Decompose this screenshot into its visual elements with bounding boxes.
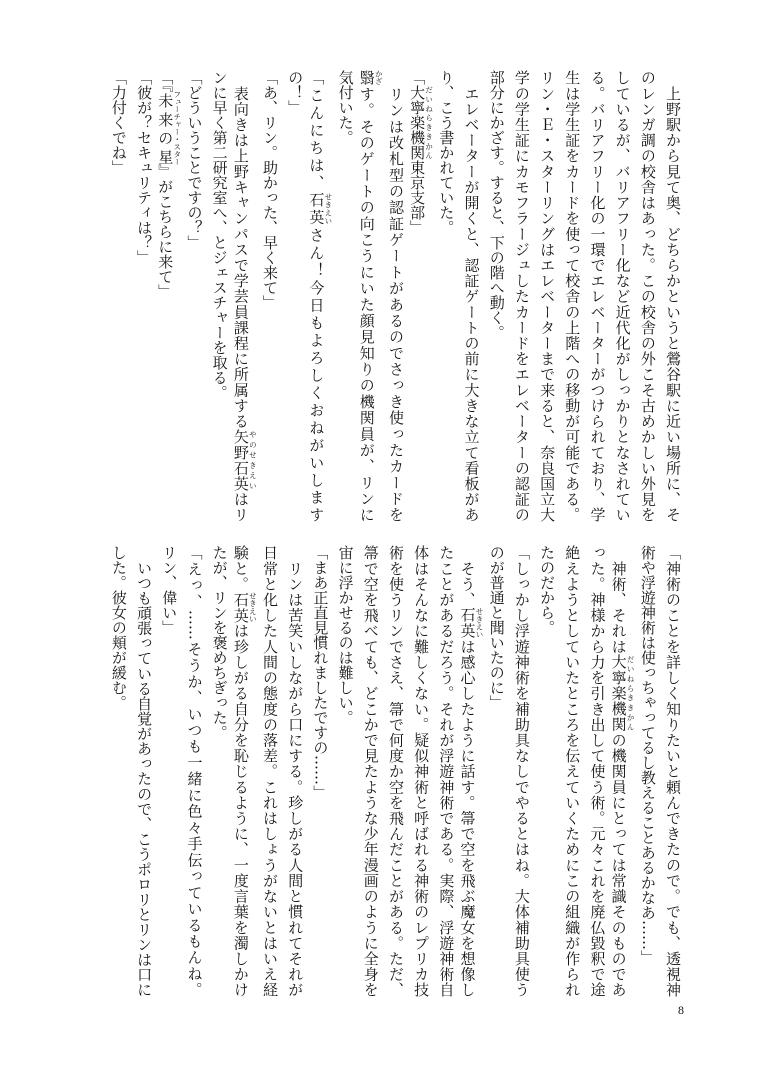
text-segment: 「まあ正直見慣れましたですの……」 <box>311 545 330 800</box>
text-segment: 「『 <box>156 70 175 93</box>
text-line <box>408 545 433 997</box>
ruby-reading: だいねらききかん <box>626 654 636 732</box>
text-line <box>609 545 634 997</box>
text-segment: り、こう書かれていた。 <box>437 70 456 235</box>
ruby-reading: せきえい <box>475 607 484 639</box>
text-segment: 「こんにちは、 <box>307 70 326 193</box>
text-line <box>383 70 408 522</box>
ruby-word <box>357 70 384 87</box>
text-line <box>307 545 332 997</box>
text-segment: は珍しがる自分を恥じるように、一度言葉を濁しかけ <box>231 623 250 998</box>
page-number: 8 <box>678 1003 684 1017</box>
text-line <box>584 545 609 997</box>
ruby-word <box>156 90 182 166</box>
text-segment: リン、偉い」 <box>160 545 179 635</box>
text-line <box>635 545 660 997</box>
text-segment: そう、 <box>458 545 477 608</box>
lower-text-block <box>105 545 685 997</box>
text-line <box>282 545 307 997</box>
text-line <box>458 545 483 997</box>
ruby-word <box>307 192 333 228</box>
text-segment: す。そのゲートの向こうにいた顔見知りの機関員が、リンに <box>357 86 376 523</box>
text-line <box>106 545 131 997</box>
text-segment: さん！今日もよろしくおねがいします <box>307 227 326 523</box>
text-segment: 「あ、リン。助かった、早く来て」 <box>261 70 279 310</box>
text-line <box>383 545 408 997</box>
text-segment: 生は学生証をカードを使って校舎の上階への移動が可能である。 <box>563 70 582 522</box>
ruby-reading: だいねらききかん <box>424 85 434 160</box>
ruby-reading: かざ <box>374 70 384 86</box>
ruby-reading: せきえい <box>248 591 258 623</box>
text-line <box>408 70 433 522</box>
text-segment: 宙に浮かせるのは難しい。 <box>336 545 355 725</box>
text-line <box>559 70 584 522</box>
text-line <box>156 70 181 522</box>
text-segment: リン・Ｅ・スターリングはエレベーターまで来ると、奈良国立大 <box>538 70 557 522</box>
text-segment: たのだから。 <box>538 545 557 635</box>
text-segment: 術を使うリンでさえ、箒で何度か空を飛んだことがある。ただ、 <box>386 545 405 997</box>
text-segment: 日常と化した人間の態度の落差。これはしょうがないとはいえ経 <box>261 545 279 997</box>
text-segment: いつも頑張っている自覚があったので、こうポロリとリンは口に <box>135 545 154 997</box>
text-segment: エレベーターが開くと、認証ゲートの前に大きな立て看板があ <box>462 70 481 522</box>
ruby-word <box>408 85 434 160</box>
text-segment: 「どういうことですの？」 <box>185 70 204 250</box>
text-segment: の！」 <box>286 70 305 115</box>
ruby-base: 大寧楽機関 <box>408 85 427 160</box>
text-line <box>484 545 509 997</box>
text-segment: 「神術のことを詳しく知りたいと頼んできたので。でも、透視神 <box>664 545 682 997</box>
text-line <box>232 70 257 522</box>
text-segment: 「えっ、……そうか、いつも一緒に色々手伝っているもんね。 <box>185 545 204 997</box>
text-segment: リンは改札型の認証ゲートがあるのでさっき使ったカードを <box>386 70 405 522</box>
ruby-reading: フューチャー・スター <box>172 90 182 166</box>
text-line <box>484 70 509 522</box>
text-line <box>131 545 156 997</box>
text-segment: ンに早く第二研究室へ、とジェスチャーを取る。 <box>210 70 229 400</box>
text-line <box>156 545 181 997</box>
text-line <box>181 545 206 997</box>
text-line <box>433 70 458 522</box>
text-segment: はリ <box>231 491 250 523</box>
text-segment: たが、リンを褒めちぎった。 <box>210 545 229 740</box>
text-line <box>181 70 206 522</box>
text-line <box>257 70 282 522</box>
text-segment: 学の学生証にカモフラージュしたカードをエレベーターの認証の <box>512 70 531 522</box>
text-line <box>358 545 383 997</box>
text-line <box>534 70 559 522</box>
ruby-base: 石英 <box>231 591 250 624</box>
text-line <box>433 545 458 997</box>
text-segment: しているが、バリアフリー化など近代化がしっかりとなされてい <box>613 70 632 522</box>
text-line <box>232 545 257 997</box>
text-segment: 箒で空を飛べても、どこかで見たような少年漫画のように全身を <box>361 545 380 997</box>
text-line <box>332 545 357 997</box>
text-segment: 験と。 <box>231 545 250 592</box>
text-segment: 「しっかし浮遊神術を補助具なしでやるとはね。大体補助具使う <box>512 545 531 997</box>
text-segment: る。バリアフリー化の一環でエレベーターがつけられており、学 <box>588 70 607 522</box>
ruby-word <box>231 591 258 624</box>
text-segment: 「力付くでね」 <box>109 70 128 175</box>
text-line <box>257 545 282 997</box>
ruby-base: 石英 <box>458 607 477 639</box>
text-segment: 東京支部」 <box>408 160 427 235</box>
text-segment: 体はそんなに難しくない。疑似神術と呼ばれる神術のレプリカ技 <box>412 545 431 997</box>
text-line <box>458 70 483 522</box>
ruby-base: 未来の星 <box>156 90 175 166</box>
ruby-base: 矢野石英 <box>231 428 250 492</box>
text-segment: たことがあるだろう。それが浮遊神術である。実際、浮遊神術自 <box>437 545 456 997</box>
ruby-word <box>458 607 484 639</box>
text-line <box>509 70 534 522</box>
text-segment: 「彼が？セキュリティは？」 <box>135 70 154 265</box>
text-segment: の機関員にとっては常識そのものであ <box>609 732 628 998</box>
ruby-base: 翳 <box>357 70 376 87</box>
text-segment: 術や浮遊神術は使っちゃってるし教えることあるかなあ……」 <box>638 545 657 965</box>
text-segment: 気付いた。 <box>336 70 355 145</box>
text-line <box>660 70 685 522</box>
text-line <box>307 70 332 522</box>
text-line <box>609 70 634 522</box>
text-segment: 絶えようとしていたところを伝えていくためにこの組織が作られ <box>563 545 582 997</box>
text-segment: 』がこちらに来て」 <box>156 163 175 299</box>
text-line <box>559 545 584 997</box>
text-segment: した。彼女の頬が緩む。 <box>109 545 128 710</box>
text-segment: 上野駅から見て奥、どちらかというと鶯谷駅に近い場所に、そ <box>664 70 682 522</box>
text-segment: は感心したように話す。箒で空を飛ぶ魔女を想像し <box>458 638 477 998</box>
text-segment: 表向きは上野キャンパスで学芸員課程に所属する <box>231 70 250 429</box>
upper-text-block <box>105 70 685 522</box>
text-line <box>106 70 131 522</box>
ruby-reading: せきえい <box>323 192 333 225</box>
text-line <box>509 545 534 997</box>
ruby-base: 大寧楽機関 <box>609 654 628 733</box>
text-segment: リンは苦笑いしながら口にする。珍しがる人間と慣れてそれが <box>286 545 305 997</box>
text-line <box>358 70 383 522</box>
ruby-word <box>609 654 636 733</box>
text-segment: のが普通と聞いたのに」 <box>487 545 506 710</box>
text-segment: った。神様から力を引き出して使う術。元々これを廃仏毀釈で途 <box>588 545 607 997</box>
text-segment: 部分にかざす。すると、下の階へ動く。 <box>487 70 506 340</box>
ruby-base: 石英 <box>307 192 326 228</box>
text-line <box>660 545 685 997</box>
text-segment: のレンガ調の校舎はあった。この校舎の外こそ古めかしい外見を <box>638 70 657 522</box>
text-line <box>534 545 559 997</box>
text-segment: 神術、それは <box>609 545 628 655</box>
ruby-word <box>231 428 258 492</box>
text-segment: 「 <box>408 70 427 85</box>
text-line <box>635 70 660 522</box>
ruby-reading: やのせきえい <box>248 428 258 491</box>
text-line <box>584 70 609 522</box>
